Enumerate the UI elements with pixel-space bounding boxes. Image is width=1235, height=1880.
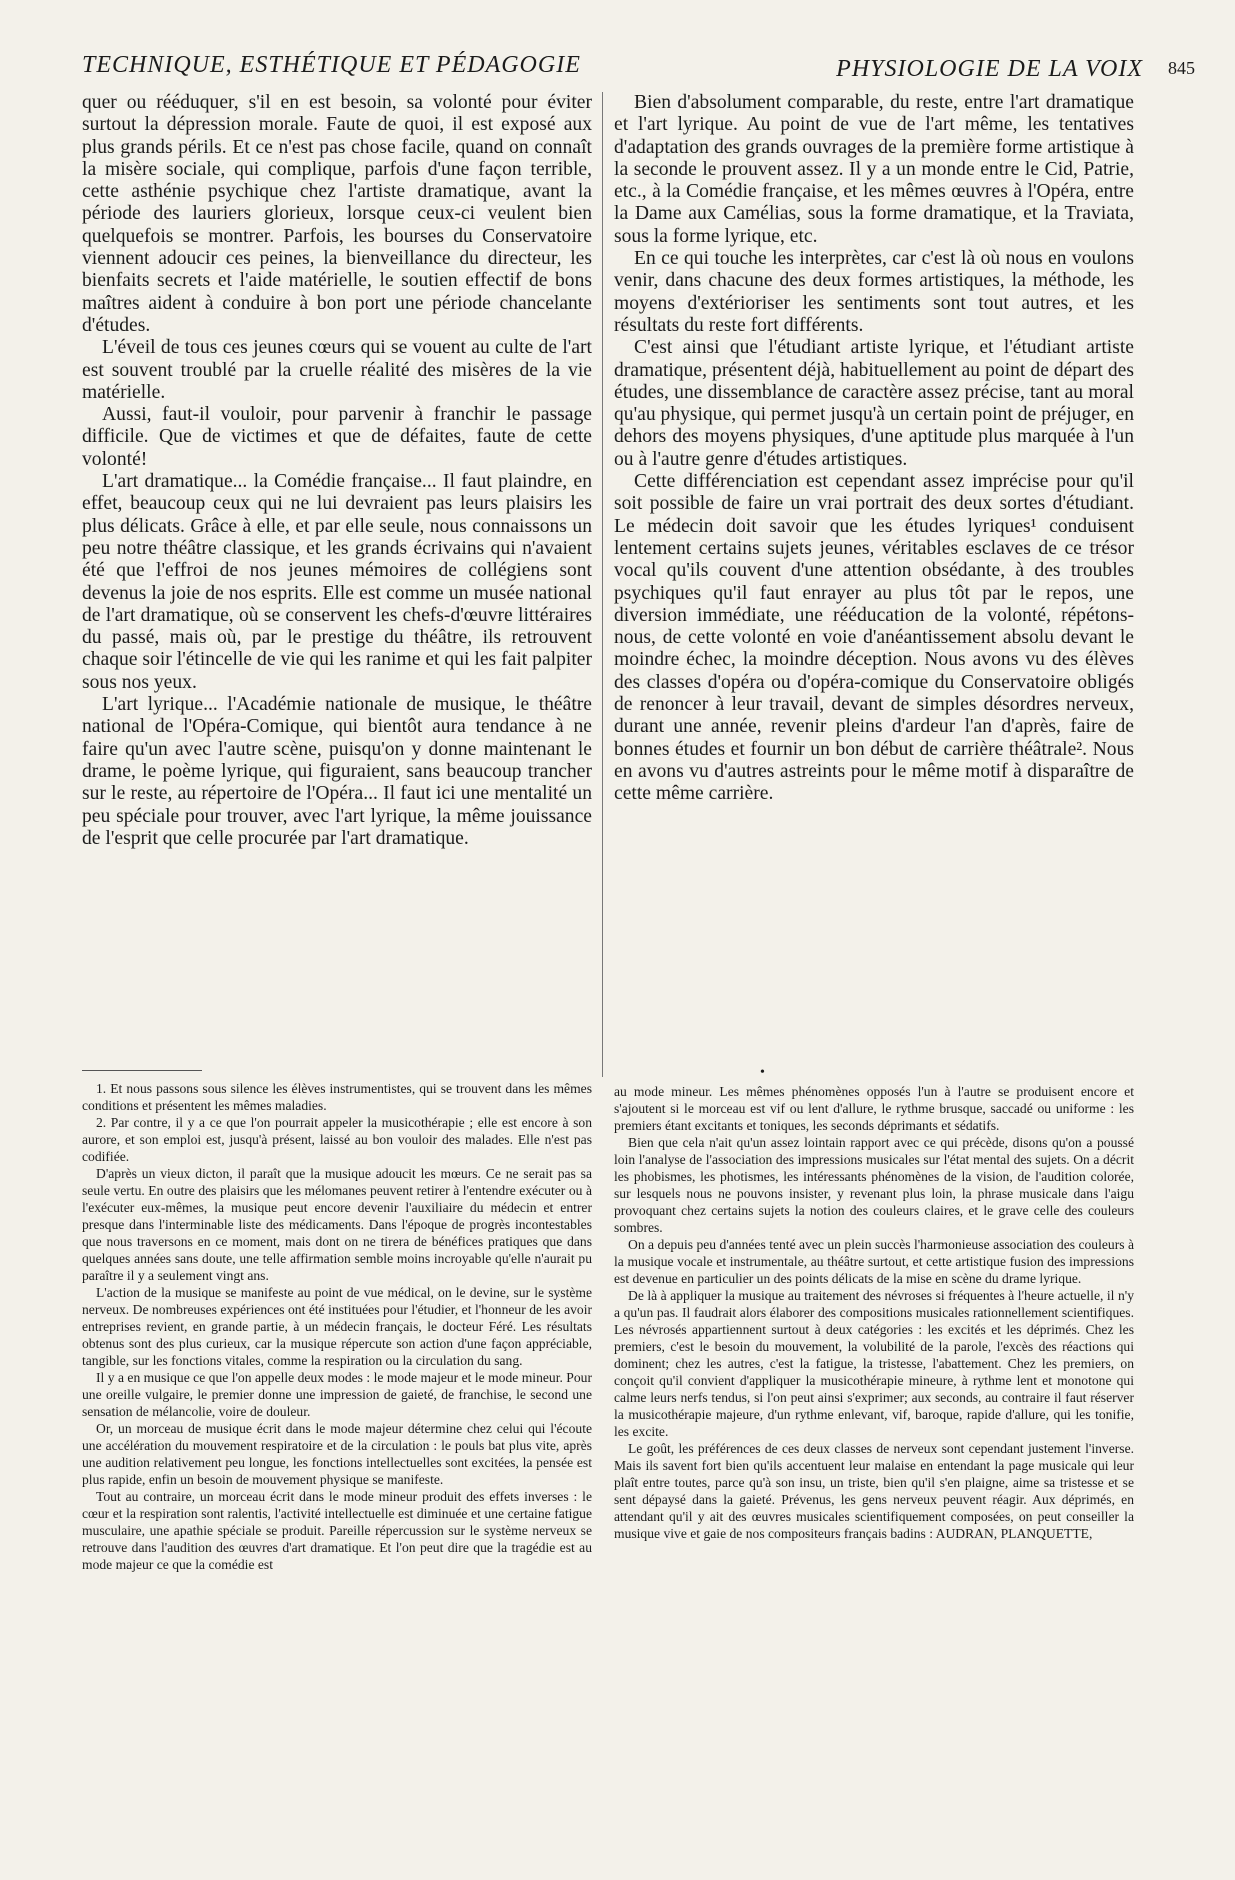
paragraph: Cette différenciation est cependant assez imprécise pour qu'il soit possible de faire un vrai portrait des deux sortes d'étudiant. Le médecin doit savoir que les études lyriques¹ conduisent lentement certains sujets jeunes, véritables esclaves de ce trésor vocal qu'ils couvent d'une attention obsédante, à des troubles psychiques qu'il faut enrayer au plus tôt par le repos, une diversion immédiate, une rééducation de la volonté, répétons-nous, de cette volonté en voie d'anéantissement absolu devant le moindre échec, la moindre déception. Nous avons vu des élèves des classes d'opéra ou d'opéra-comique du Conservatoire obligés de renoncer à leur travail, devant de simples désordres nerveux, durant une année, revenir pleins d'ardeur l'an d'après, faire de bonnes études et fournir un bon début de carrière théâtrale². Nous en avons vu d'autres astreints pour le même motif à disparaître de cette même carrière. [614, 471, 1134, 805]
footnote-paragraph: De là à appliquer la musique au traitement des névroses si fréquentes à l'heure actuelle, il n'y a qu'un pas. Il faudrait alors élaborer des compositions musicales rationnellement scientifiques. Les névrosés appartiennent surtout à deux catégories : les excités et les déprimés. Chez les premiers, c'est le besoin du mouvement, la volubilité de la parole, l'excès des réactions qui dominent; chez les autres, c'est la fatigue, la tristesse, l'abattement. Chez les premiers, on conçoit qu'il convient d'appliquer la musicothérapie mineure, à rythme lent et monotone qui calme leurs nerfs tendus, si l'on peut ainsi s'exprimer; aux seconds, au contraire il faut réserver la musicothérapie majeure, d'un rythme enlevant, vif, baroque, rapide d'allure, qui les tonifie, les excite. [614, 1288, 1134, 1439]
footnote-paragraph: Tout au contraire, un morceau écrit dans le mode mineur produit des effets inverses : le cœur et la respiration sont ralentis, l'activité intellectuelle est diminuée et une certaine fatigue musculaire, une apathie spéciale se produit. Pareille répercussion sur le système nerveux se retrouve dans l'audition des œuvres d'art dramatique. Et l'on peut dire que la tragédie est au mode majeur ce que la comédie est [82, 1489, 592, 1572]
paragraph: quer ou rééduquer, s'il en est besoin, sa volonté pour éviter surtout la dépression morale. Faute de quoi, il est exposé aux plus grands périls. Et ce n'est pas chose facile, quand on connaît la misère sociale, qui complique, parfois d'une façon terrible, cette asthénie psychique chez l'artiste dramatique, avant la période des lauriers glorieux, lorsque ceux-ci veulent bien quelquefois se montrer. Parfois, les bourses du Conservatoire viennent adoucir ces peines, la bienveillance du directeur, les bienfaits secrets et l'aide matérielle, le soutien effectif de bons maîtres aident à conduire à bon port une période chancelante d'études. [82, 92, 592, 336]
page-number: 845 [1168, 58, 1195, 78]
footnotes-right [614, 1083, 1134, 1542]
paragraph: Aussi, faut-il vouloir, pour parvenir à franchir le passage difficile. Que de victimes et que de défaites, faute de cette volonté! [82, 404, 592, 470]
footnote-paragraph: Le goût, les préférences de ces deux classes de nerveux sont cependant justement l'inverse. Mais ils savent fort bien qu'ils accentuent leur malaise en entendant la page musicale qui leur plaît entre toutes, parce qu'à son insu, un triste, bien qu'il s'en plaigne, aime sa tristesse et se sent dépaysé dans la gaieté. Prévenus, les gens nerveux peuvent réagir. Aux déprimés, en attendant qu'il y ait des œuvres musicales scientifiquement composées, on peut conseiller la musique vive et gaie de nos compositeurs français badins : AUDRAN, PLANQUETTE, [614, 1441, 1134, 1541]
right-column [614, 92, 1134, 806]
footnote-paragraph: Or, un morceau de musique écrit dans le mode majeur détermine chez celui qui l'écoute une accélération du mouvement respiratoire et de la circulation : le pouls bat plus vite, après une audition relativement peu longue, les fonctions intellectuelles sont excitées, la pensée est plus rapide, enfin un besoin de mouvement physique se manifeste. [82, 1421, 592, 1487]
paragraph: L'art dramatique... la Comédie française... Il faut plaindre, en effet, beaucoup ceux qui ne lui devraient pas leurs plaisirs les plus délicats. Grâce à elle, et par elle seule, nous connaissons un peu notre théâtre classique, et les grands écrivains qui n'avaient été que l'effroi de nos jeunes mémoires de collégiens sont devenus la joie de nos esprits. Elle est comme un musée national de l'art dramatique, où se conservent les chefs-d'œuvre littéraires du passé, mais où, par le prestige du théâtre, ils retrouvent chaque soir l'étincelle de vie qui les ranime et qui les fait palpiter sous nos yeux. [82, 471, 592, 693]
header-left-title: TECHNIQUE, ESTHÉTIQUE ET PÉDAGOGIE [82, 52, 581, 78]
header-right-title: PHYSIOLOGIE DE LA VOIX [836, 56, 1143, 82]
footnote-rule [82, 1070, 202, 1071]
paragraph: En ce qui touche les interprètes, car c'est là où nous en voulons venir, dans chacune des deux formes artistiques, la méthode, les moyens d'extérioriser les sentiments sont tout autres, et les résultats du reste fort différents. [614, 248, 1134, 336]
footnote-paragraph: D'après un vieux dicton, il paraît que la musique adoucit les mœurs. Ce ne serait pas sa seule vertu. En outre des plaisirs que les mélomanes peuvent retirer à l'entendre exécuter ou à l'exécuter eux-mêmes, la musique peut encore devenir l'auxiliaire du médecin et entrer presque dans l'interminable liste des médicaments. Dans l'époque de progrès incontestables que nous traversons en ce moment, mais dont on ne tirera de bénéfices pratiques que dans quelques années sans doute, une telle affirmation semble moins incroyable qu'elle n'aurait pu paraître il y a seulement vingt ans. [82, 1166, 592, 1283]
footnote-paragraph: au mode mineur. Les mêmes phénomènes opposés l'un à l'autre se produisent encore et s'ajoutent si le morceau est vif ou lent d'allure, le rythme brusque, saccadé ou uniforme : les premiers étant excitants et toniques, les seconds déprimants et sédatifs. [614, 1084, 1134, 1133]
separator-dot: • [760, 1065, 765, 1080]
footnote-paragraph: Bien que cela n'ait qu'un assez lointain rapport avec ce qui précède, disons qu'on a poussé loin l'analyse de l'association des impressions musicales sur l'état mental des sujets. On a décrit les phobismes, les photismes, les intéressants phénomènes de la vision, de l'audition colorée, sur lesquels nous ne pouvons insister, y revenant plus loin, la phrase musicale dans l'aigu provoquant chez certains sujets la notion des couleurs claires, et le grave celle des couleurs sombres. [614, 1135, 1134, 1235]
footnote-paragraph: Il y a en musique ce que l'on appelle deux modes : le mode majeur et le mode mineur. Pour une oreille vulgaire, le premier donne une impression de gaieté, de franchise, le second une sensation de mélancolie, voire de douleur. [82, 1370, 592, 1419]
paragraph: Bien d'absolument comparable, du reste, entre l'art dramatique et l'art lyrique. Au point de vue de l'art même, les tentatives d'adaptation des grands ouvrages de la première forme artistique à la seconde le prouvent assez. Il y a un monde entre le Cid, Patrie, etc., à la Comédie française, et les mêmes œuvres à l'Opéra, entre la Dame aux Camélias, sous la forme dramatique, et la Traviata, sous la forme lyrique, etc. [614, 92, 1134, 247]
footnote: 2. Par contre, il y a ce que l'on pourrait appeler la musicothérapie ; elle est encore à son aurore, et son emploi est, jusqu'à présent, laissé au bon vouloir des malades. Elle n'est pas codifiée. [82, 1115, 592, 1164]
paragraph: L'éveil de tous ces jeunes cœurs qui se vouent au culte de l'art est souvent troublé par la cruelle réalité des misères de la vie matérielle. [82, 337, 592, 403]
paragraph: L'art lyrique... l'Académie nationale de musique, le théâtre national de l'Opéra-Comique, qui bientôt aura tendance à ne faire qu'un avec l'autre scène, puisqu'on y donne maintenant le drame, le poème lyrique, qui figuraient, sans beaucoup trancher sur le reste, au répertoire de l'Opéra... Il faut ici une mentalité un peu spéciale pour trouver, avec l'art lyrique, la même jouissance de l'esprit que celle procurée par l'art dramatique. [82, 694, 592, 849]
footnotes-left [82, 1080, 592, 1573]
column-divider [602, 92, 603, 1077]
left-column [82, 92, 592, 850]
footnote-paragraph: On a depuis peu d'années tenté avec un plein succès l'harmonieuse association des couleurs à la musique vocale et instrumentale, au théâtre surtout, et cette artistique fusion des impressions est devenue en particulier un des points délicats de la mise en scène du drame lyrique. [614, 1237, 1134, 1286]
footnote-paragraph: L'action de la musique se manifeste au point de vue médical, on le devine, sur le système nerveux. De nombreuses expériences ont été instituées pour l'étudier, et l'honneur de les avoir entreprises revient, en grande partie, à un médecin français, le docteur Féré. Les résultats obtenus sont des plus curieux, car la musique répercute son action d'une façon appréciable, tangible, sur les fonctions vitales, comme la respiration ou la circulation du sang. [82, 1285, 592, 1368]
running-header [82, 52, 1195, 88]
footnote: 1. Et nous passons sous silence les élèves instrumentistes, qui se trouvent dans les mêmes conditions et présentent les mêmes maladies. [82, 1081, 592, 1113]
paragraph: C'est ainsi que l'étudiant artiste lyrique, et l'étudiant artiste dramatique, présentent déjà, habituellement au point de départ des études, une dissemblance de caractère assez précise, tant au moral qu'au physique, qui permet jusqu'à un certain point de préjuger, en dehors des moyens physiques, d'une aptitude plus marquée à l'un ou à l'autre genre d'études artistiques. [614, 337, 1134, 470]
